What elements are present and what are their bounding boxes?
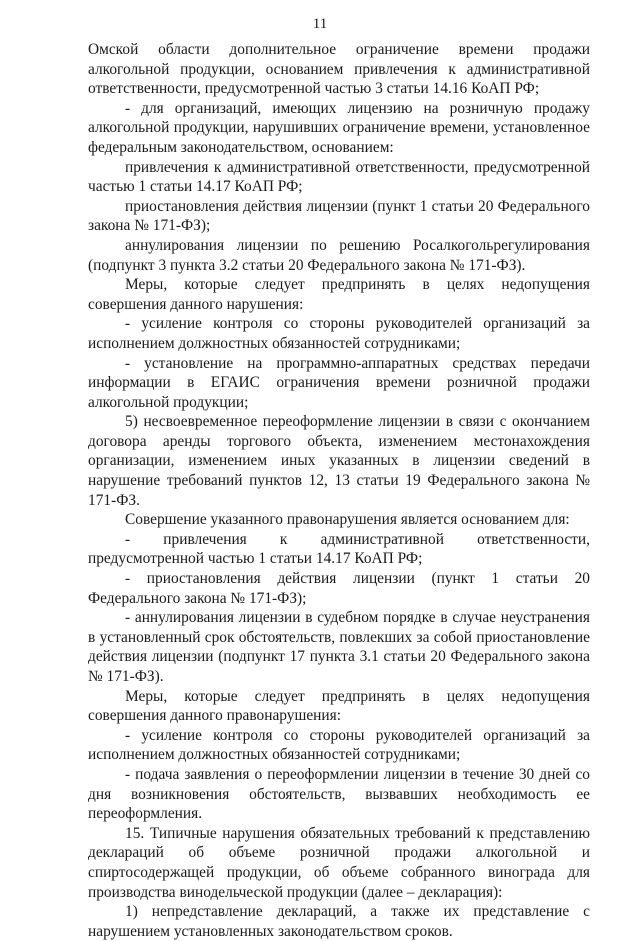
paragraph: 1) непредставление деклараций, а также их представление с нарушением установленных законодательством сроков. — [88, 903, 590, 940]
paragraph: Меры, которые следует предпринять в целях недопущения совершения данного правонарушения: — [88, 687, 590, 725]
paragraph: аннулирования лицензии по решению Росалкогольрегулирования (подпункт 3 пункта 3.2 статьи 20 Федерального закона № 171-ФЗ). — [88, 236, 590, 274]
paragraph: - установление на программно-аппаратных средствах передачи информации в ЕГАИС ограничения времени розничной продажи алкогольной продукции; — [88, 354, 590, 411]
paragraph: - усиление контроля со стороны руководителей организаций за исполнением должностных обязанностей сотрудниками; — [88, 726, 590, 764]
paragraph: - привлечения к административной ответственности, предусмотренной частью 1 статьи 14.17 КоАП РФ; — [88, 530, 590, 568]
paragraph: Совершение указанного правонарушения является основанием для: — [125, 511, 570, 529]
paragraph: - для организаций, имеющих лицензию на розничную продажу алкогольной продукции, нарушивших ограничение времени, установленное федеральным законодательством, основанием: — [88, 99, 590, 156]
paragraph: Меры, которые следует предпринять в целях недопущения совершения данного нарушения: — [88, 276, 590, 313]
document-body — [88, 40, 590, 941]
paragraph: 15. Типичные нарушения обязательных требований к представлению деклараций об объеме розничной продажи алкогольной и спиртосодержащей продукции, об объеме собранного винограда для производства винодельческой продукции (далее – декларация): — [88, 824, 590, 901]
paragraph: привлечения к административной ответственности, предусмотренной частью 1 статьи 14.17 КоАП РФ; — [88, 158, 590, 196]
paragraph: - приостановления действия лицензии (пункт 1 статьи 20 Федерального закона № 171-ФЗ); — [88, 570, 590, 607]
page-number: 11 — [312, 16, 328, 32]
paragraph: - аннулирования лицензии в судебном порядке в случае неустранения в установленный срок обстоятельств, повлекших за собой приостановление действия лицензии (подпункт 17 пункта 3.1 статьи 20 Федерального закона № 171-ФЗ). — [88, 609, 590, 685]
paragraph: Омской области дополнительное ограничение времени продажи алкогольной продукции, основанием привлечения к административной ответственности, предусмотренной частью 3 статьи 14.16 КоАП РФ; — [88, 41, 590, 98]
paragraph: - подача заявления о переоформлении лицензии в течение 30 дней со дня возникновения обстоятельств, вызвавших необходимость ее переоформления. — [88, 765, 590, 823]
paragraph: 5) несвоевременное переоформление лицензии в связи с окончанием договора аренды торгового объекта, изменением местонахождения организации, изменением иных указанных в лицензии сведений в нарушение требований пунктов 12, 13 статьи 19 Федерального закона № 171-ФЗ. — [88, 413, 590, 509]
paragraph: приостановления действия лицензии (пункт 1 статьи 20 Федерального закона № 171-ФЗ); — [88, 197, 590, 235]
paragraph: - усиление контроля со стороны руководителей организаций за исполнением должностных обязанностей сотрудниками; — [88, 315, 590, 352]
